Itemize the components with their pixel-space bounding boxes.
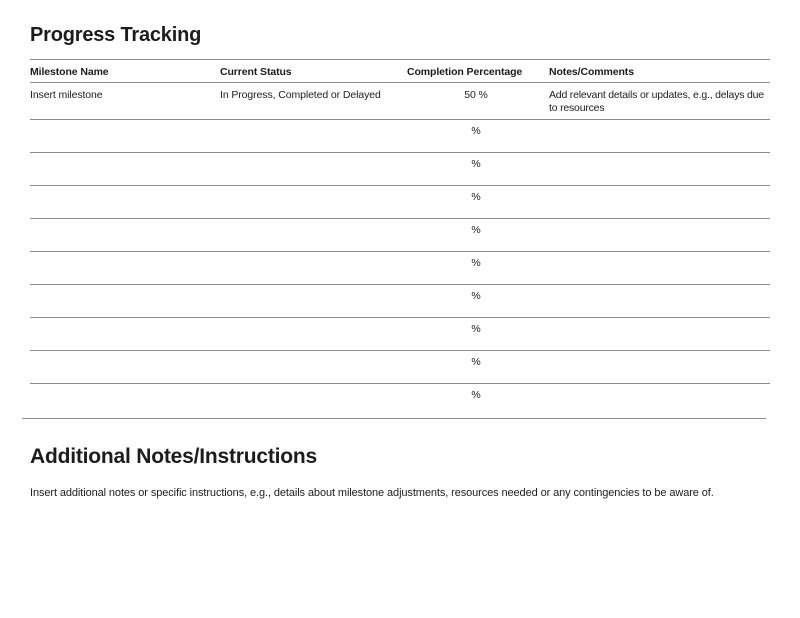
table-row [30, 384, 770, 418]
milestone-cell [30, 318, 220, 351]
status-cell [220, 186, 407, 219]
completion-cell: % [407, 318, 545, 351]
completion-cell: % [407, 252, 545, 285]
status-cell [220, 252, 407, 285]
status-cell [220, 120, 407, 153]
milestone-cell [30, 186, 220, 219]
milestone-cell [30, 252, 220, 285]
status-cell [220, 384, 407, 418]
section-divider [22, 418, 766, 419]
table-row [30, 285, 770, 318]
milestone-cell: Insert milestone [30, 83, 220, 120]
notes-cell [545, 153, 770, 186]
milestone-cell [30, 351, 220, 384]
completion-cell: % [407, 285, 545, 318]
notes-cell: Add relevant details or updates, e.g., delays due to resources [545, 83, 770, 120]
additional-notes-heading: Additional Notes/Instructions [30, 444, 318, 468]
additional-notes-body: Insert additional notes or specific instructions, e.g., details about milestone adjustments, resources needed or any contingencies to be aware of. [30, 486, 714, 499]
table-row [30, 351, 770, 384]
table-row [30, 219, 770, 252]
milestone-cell [30, 120, 220, 153]
milestone-cell [30, 384, 220, 418]
column-header-current-status: Current Status [220, 60, 407, 83]
completion-cell: % [407, 351, 545, 384]
notes-cell [545, 384, 770, 418]
status-cell [220, 318, 407, 351]
notes-cell [545, 219, 770, 252]
table-row [30, 186, 770, 219]
table-row [30, 318, 770, 351]
completion-cell: % [407, 120, 545, 153]
milestone-cell [30, 219, 220, 252]
table-row [30, 252, 770, 285]
completion-cell: % [471, 389, 481, 401]
column-header-milestone-name: Milestone Name [30, 60, 220, 83]
status-cell [220, 285, 407, 318]
completion-cell: 50 % [407, 83, 545, 120]
table-row [30, 120, 770, 153]
status-cell [220, 219, 407, 252]
notes-cell [545, 120, 770, 153]
column-header-notes-comments: Notes/Comments [545, 60, 770, 83]
notes-cell [545, 318, 770, 351]
notes-cell [545, 351, 770, 384]
table-header-row [30, 60, 770, 83]
completion-cell: % [407, 186, 545, 219]
milestone-cell [30, 285, 220, 318]
notes-cell [545, 285, 770, 318]
status-cell [220, 351, 407, 384]
status-cell [220, 153, 407, 186]
completion-cell: % [407, 219, 545, 252]
page-title: Progress Tracking [30, 24, 202, 46]
completion-cell: % [407, 153, 545, 186]
column-header-completion-percentage: Completion Percentage [407, 60, 545, 83]
milestone-cell [30, 153, 220, 186]
progress-table [30, 59, 770, 418]
table-row [30, 153, 770, 186]
status-cell: In Progress, Completed or Delayed [220, 83, 407, 120]
table-body [30, 83, 770, 418]
notes-cell [545, 186, 770, 219]
table-row [30, 83, 770, 120]
notes-cell [545, 252, 770, 285]
